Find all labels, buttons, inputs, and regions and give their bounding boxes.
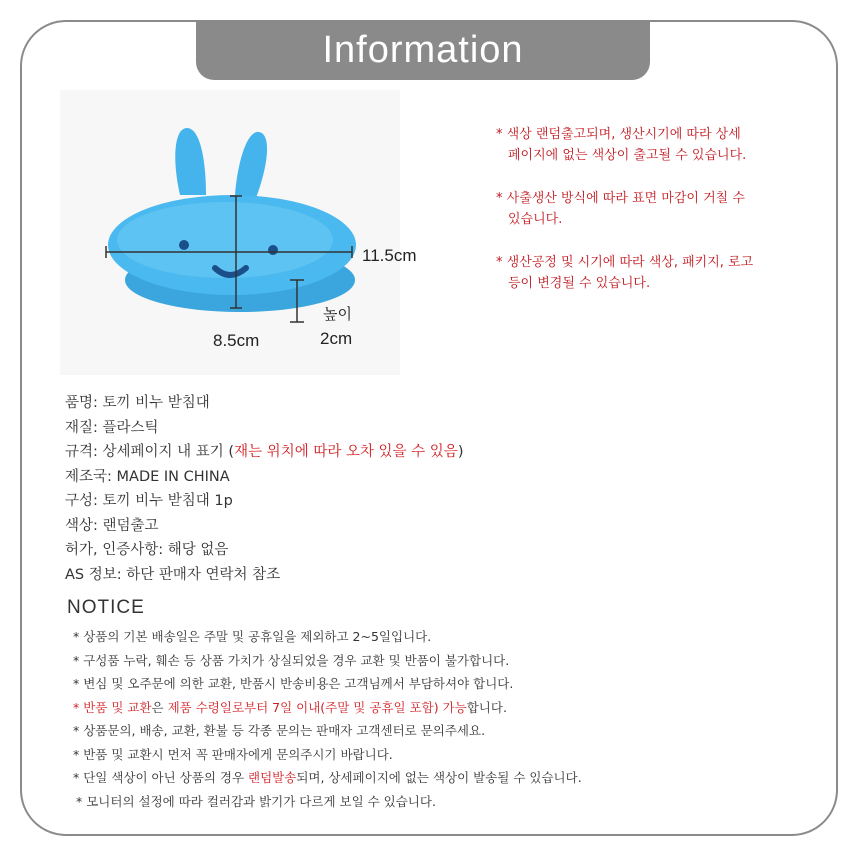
rabbit-eye-left <box>179 240 189 250</box>
spec-color: 색상: 랜덤출고 <box>65 517 159 534</box>
rabbit-eye-right <box>268 245 278 255</box>
notice-title: NOTICE <box>67 597 145 618</box>
notice-item: * 반품 및 교환시 먼저 꼭 판매자에게 문의주시기 바랍니다. <box>73 746 393 762</box>
spec-name: 품명: 토끼 비누 받침대 <box>65 395 210 411</box>
spec-origin: 제조국: MADE IN CHINA <box>65 468 230 485</box>
notice-item: * 단일 색상이 아닌 상품의 경우 랜덤발송되며, 상세페이지에 없는 색상이 발송될 수 있습니다. <box>73 770 582 785</box>
notice-item: * 상품문의, 배송, 교환, 환불 등 각종 문의는 판매자 고객센터로 문의주세요. <box>73 723 486 738</box>
caution-notes <box>496 124 796 316</box>
caution-note: * 생산공정 및 시기에 따라 색상, 패키지, 로고 등이 변경될 수 있습니다. <box>496 255 754 291</box>
spec-material: 재질: 플라스틱 <box>65 419 159 436</box>
notice-item: * 구성품 누락, 훼손 등 상품 가치가 상실되었을 경우 교환 및 반품이 불가합니다. <box>73 652 510 668</box>
dim-depth-label: 8.5cm <box>213 331 260 350</box>
notice-item: * 모니터의 설정에 따라 컬러감과 밝기가 다르게 보일 수 있습니다. <box>76 793 436 809</box>
caution-note: * 색상 랜덤출고되며, 생산시기에 따라 상세 페이지에 없는 색상이 출고될 수 있습니다. <box>496 127 747 163</box>
notice-item: * 변심 및 오주문에 의한 교환, 반품시 반송비용은 고객님께서 부담하셔야 합니다. <box>73 676 514 691</box>
info-title: Information <box>196 22 650 80</box>
rabbit-ear-left <box>175 128 206 195</box>
product-specs <box>65 391 464 587</box>
dim-height-value: 2cm <box>320 329 353 348</box>
caution-note: * 사출생산 방식에 따라 표면 마감이 거칠 수 있습니다. <box>496 191 745 227</box>
dish-top <box>117 202 333 278</box>
notice-item: * 상품의 기본 배송일은 주말 및 공휴일을 제외하고 2~5일입니다. <box>73 629 432 644</box>
spec-certification: 허가, 인증사항: 해당 없음 <box>65 542 229 558</box>
spec-as-info: AS 정보: 하단 판매자 연락처 참조 <box>65 566 281 583</box>
dim-height-title: 높이 <box>323 305 352 323</box>
spec-size: 규격: 상세페이지 내 표기 (재는 위치에 따라 오차 있을 수 있음) <box>65 444 464 460</box>
rabbit-ear-right <box>235 132 267 198</box>
notice-list <box>73 625 582 813</box>
notice-item: * 반품 및 교환은 제품 수령일로부터 7일 이내(주말 및 공휴일 포함) 가능합니다. <box>73 699 507 715</box>
dim-width-label: 11.5cm <box>362 246 417 265</box>
spec-composition: 구성: 토끼 비누 받침대 1p <box>65 493 233 509</box>
